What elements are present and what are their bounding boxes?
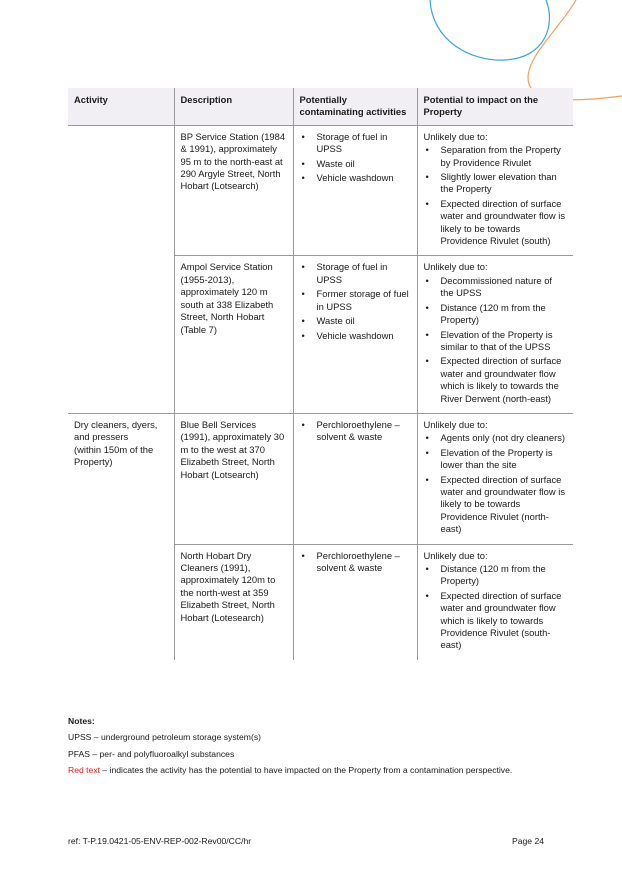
activity-cell [68, 125, 174, 256]
list-item: • Separation from the Property by Providence Rivulet [424, 144, 568, 169]
impact-intro: Unlikely due to: [423, 549, 488, 561]
activity-subtext: (within 150m of the Property) [74, 443, 154, 468]
activity-cell [68, 413, 174, 544]
footer-reference: ref: T-P.19.0421-05-ENV-REP-002-Rev00/CC/hr [68, 836, 252, 846]
impact-cell [417, 544, 573, 660]
notes-section [68, 716, 578, 781]
impact-cell [417, 256, 573, 413]
list-item: • Distance (120 m from the Property) [424, 302, 568, 327]
activity-cell [68, 256, 174, 413]
list-item: • Waste oil [300, 315, 411, 327]
list-item: • Expected direction of surface water and groundwater flow which is likely to towards Providence Rivulet (south-east) [424, 590, 568, 652]
blue-curve [430, 0, 549, 60]
activity-text: Dry cleaners, dyers, and pressers [74, 418, 158, 443]
list-item: • Expected direction of surface water and groundwater flow which is likely to towards the River Derwent (north-east) [424, 355, 568, 405]
header-potential: Potentially contaminating activities [293, 88, 417, 125]
table-row [68, 413, 573, 544]
list-item: • Decommissioned nature of the UPSS [424, 275, 568, 300]
list-item: • Former storage of fuel in UPSS [300, 288, 411, 313]
table-row [68, 125, 573, 256]
note-red-text [68, 765, 578, 775]
list-item: • Waste oil [300, 158, 411, 170]
list-item: • Agents only (not dry cleaners) [424, 432, 568, 444]
header-impact: Potential to impact on the Property [417, 88, 573, 125]
note-upss: UPSS – underground petroleum storage system(s) [68, 732, 261, 743]
activities-cell [293, 544, 417, 660]
description-cell: Blue Bell Services (1991), approximately 30 m to the west at 370 Elizabeth Street, North Hobart (Lotsearch) [174, 413, 293, 544]
header-description: Description [174, 88, 293, 125]
activity-cell [68, 544, 174, 660]
list-item: • Storage of fuel in UPSS [300, 131, 411, 156]
list-item: • Distance (120 m from the Property) [424, 563, 568, 588]
list-item: • Slightly lower elevation than the Property [424, 171, 568, 196]
notes-title: Notes: [68, 716, 95, 726]
activities-cell [293, 413, 417, 544]
list-item: • Expected direction of surface water and groundwater flow is likely to be towards Providence Rivulet (north-east) [424, 474, 568, 536]
impact-intro: Unlikely due to: [423, 130, 488, 142]
table-row [68, 256, 573, 413]
red-text-explanation: – indicates the activity has the potential to have impacted on the Property from a contamination perspective. [100, 764, 513, 775]
list-item: • Elevation of the Property is similar to that of the UPSS [424, 329, 568, 354]
impact-intro: Unlikely due to: [423, 418, 488, 430]
list-item: • Perchloroethylene – solvent & waste [300, 550, 411, 575]
activities-cell [293, 125, 417, 256]
table-header-row [68, 88, 573, 125]
list-item: • Perchloroethylene – solvent & waste [300, 419, 411, 444]
contamination-table [68, 88, 573, 660]
list-item: • Vehicle washdown [300, 172, 411, 184]
list-item: • Expected direction of surface water and groundwater flow is likely to be towards Providence Rivulet (south) [424, 198, 568, 248]
footer-page-number: Page 24 [512, 836, 545, 846]
header-activity: Activity [68, 88, 174, 125]
description-cell: BP Service Station (1984 & 1991), approximately 95 m to the north-east at 290 Argyle Street, North Hobart (Lotsearch) [174, 125, 293, 256]
note-pfas: PFAS – per- and polyfluoroalkyl substances [68, 748, 235, 759]
impact-cell [417, 413, 573, 544]
impact-intro: Unlikely due to: [423, 261, 488, 273]
list-item: • Storage of fuel in UPSS [300, 261, 411, 286]
orange-curve [528, 0, 622, 100]
list-item: • Vehicle washdown [300, 330, 411, 342]
impact-cell [417, 125, 573, 256]
activities-cell [293, 256, 417, 413]
description-cell: Ampol Service Station (1955-2013), approximately 120 m south at 338 Elizabeth Street, North Hobart (Table 7) [174, 256, 293, 413]
red-text-label: Red text [68, 764, 101, 775]
list-item: • Elevation of the Property is lower than the site [424, 447, 568, 472]
description-cell: North Hobart Dry Cleaners (1991), approximately 120m to the north-west at 359 Elizabeth Street, North Hobart (Lotesearch) [174, 544, 293, 660]
table-row [68, 544, 573, 660]
